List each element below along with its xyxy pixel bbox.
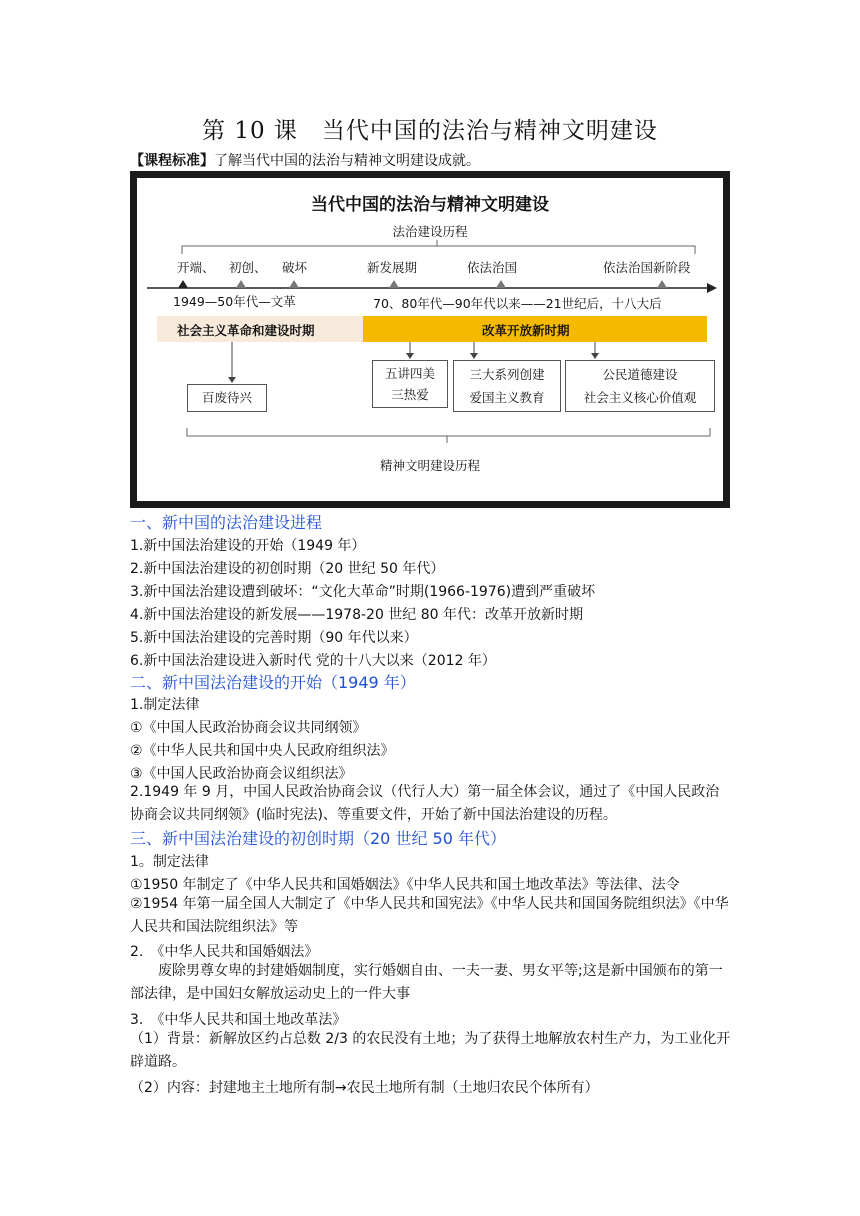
timeline-diagram-canvas xyxy=(137,178,723,501)
diagram-top-label: 法治建设历程 xyxy=(392,224,468,239)
box-baifeidaixing-text: 百废待兴 xyxy=(201,390,252,405)
box-gongmindaode-line1: 公民道德建设 xyxy=(602,367,678,382)
box-wujiangsimei xyxy=(372,360,448,408)
course-standard-tag: 【课程标准】 xyxy=(130,153,214,169)
course-standard-text: 了解当代中国的法治与精神文明建设成就。 xyxy=(214,153,480,169)
box-wujiangsimei-line2: 三热爱 xyxy=(391,387,429,402)
diagram-bottom-label: 精神文明建设历程 xyxy=(379,458,480,473)
law-item: ③《中国人民政治协商会议组织法》 xyxy=(130,766,353,782)
band-right-label: 改革开放新时期 xyxy=(482,323,570,338)
box-baifeidaixing xyxy=(187,384,267,412)
section3-sub3: 3. 《中华人民共和国土地改革法》 xyxy=(130,1012,347,1028)
timeline-marker xyxy=(657,280,667,288)
band-left-label: 社会主义革命和建设时期 xyxy=(177,323,315,338)
timeline-marker xyxy=(289,280,299,288)
section1-item: 5.新中国法治建设的完善时期（90 年代以来） xyxy=(130,630,418,646)
section1-heading: 一、新中国的法治建设进程 xyxy=(130,513,323,532)
law-item: ①《中国人民政治协商会议共同纲领》 xyxy=(130,720,367,736)
course-standard xyxy=(130,150,480,170)
box-wujiangsimei-line1: 五讲四美 xyxy=(384,366,435,381)
box-sandaxilie-line2: 爱国主义教育 xyxy=(469,390,545,405)
timeline-diagram xyxy=(130,171,730,508)
stage-yifazhiguo: 依法治国 xyxy=(467,260,518,275)
section1-item: 3.新中国法治建设遭到破坏：“文化大革命”时期(1966-1976)遭到严重破坏 xyxy=(130,584,596,600)
stage-xinfazhan: 新发展期 xyxy=(367,260,418,275)
stage-chuchuang: 初创、 xyxy=(229,260,267,275)
timeline-marker xyxy=(496,280,506,288)
section3-sub2: 2. 《中华人民共和国婚姻法》 xyxy=(130,944,319,960)
stage-xinjieduan: 依法治国新阶段 xyxy=(603,260,691,275)
section3-item1: ①1950 年制定了《中华人民共和国婚姻法》《中华人民共和国土地改革法》等法律、法令 xyxy=(130,877,680,893)
section2-sub1: 1.制定法律 xyxy=(130,697,200,713)
law-item: ②《中华人民共和国中央人民政府组织法》 xyxy=(130,743,395,759)
periods-left: 1949—50年代—文革 xyxy=(173,294,296,309)
section1-item: 1.新中国法治建设的开始（1949 年） xyxy=(130,538,366,554)
section1-item: 2.新中国法治建设的初创时期（20 世纪 50 年代） xyxy=(130,561,445,577)
land-reform-content: （2）内容：封建地主土地所有制→农民土地所有制（土地归农民个体所有） xyxy=(130,1080,599,1096)
timeline-marker xyxy=(389,280,399,288)
section3-item2: ②1954 年第一届全国人大制定了《中华人民共和国宪法》《中华人民共和国国务院组织法》《中华人民共和国法院组织法》等 xyxy=(130,896,729,935)
section1-item: 6.新中国法治建设进入新时代 党的十八大以来（2012 年） xyxy=(130,653,496,669)
section1-item: 4.新中国法治建设的新发展——1978-20 世纪 80 年代：改革开放新时期 xyxy=(130,607,584,623)
box-sandaxilie-line1: 三大系列创建 xyxy=(469,367,545,382)
land-reform-background: （1）背景：新解放区约占总数 2/3 的农民没有土地；为了获得土地解放农村生产力，为工业化开辟道路。 xyxy=(130,1031,731,1070)
box-gongmindaode xyxy=(565,360,715,412)
stage-kaiduan: 开端、 xyxy=(177,260,215,275)
periods-right: 70、80年代—90年代以来——21世纪后，十八大后 xyxy=(373,296,662,311)
box-gongmindaode-line2: 社会主义核心价值观 xyxy=(583,390,697,405)
box-sandaxilie xyxy=(453,360,561,412)
diagram-title: 当代中国的法治与精神文明建设 xyxy=(311,195,549,215)
section2-paragraph: 2.1949 年 9 月，中国人民政治协商会议（代行人大）第一届全体会议，通过了《中国人民政治协商会议共同纲领》(临时宪法)、等重要文件，开始了新中国法治建设的历程。 xyxy=(130,784,720,823)
marriage-law-paragraph: 废除男尊女卑的封建婚姻制度，实行婚姻自由、一夫一妻、男女平等;这是新中国颁布的第一部法律，是中国妇女解放运动史上的一件大事 xyxy=(130,963,723,1002)
page-title: 第 10 课 当代中国的法治与精神文明建设 xyxy=(202,118,658,144)
timeline-marker xyxy=(178,280,188,288)
timeline-marker xyxy=(236,280,246,288)
section2-heading: 二、新中国法治建设的开始（1949 年） xyxy=(130,673,416,692)
stage-pohuai: 破坏 xyxy=(282,260,308,275)
section3-heading: 三、新中国法治建设的初创时期（20 世纪 50 年代） xyxy=(130,829,506,848)
section3-sub1: 1。制定法律 xyxy=(130,854,209,870)
